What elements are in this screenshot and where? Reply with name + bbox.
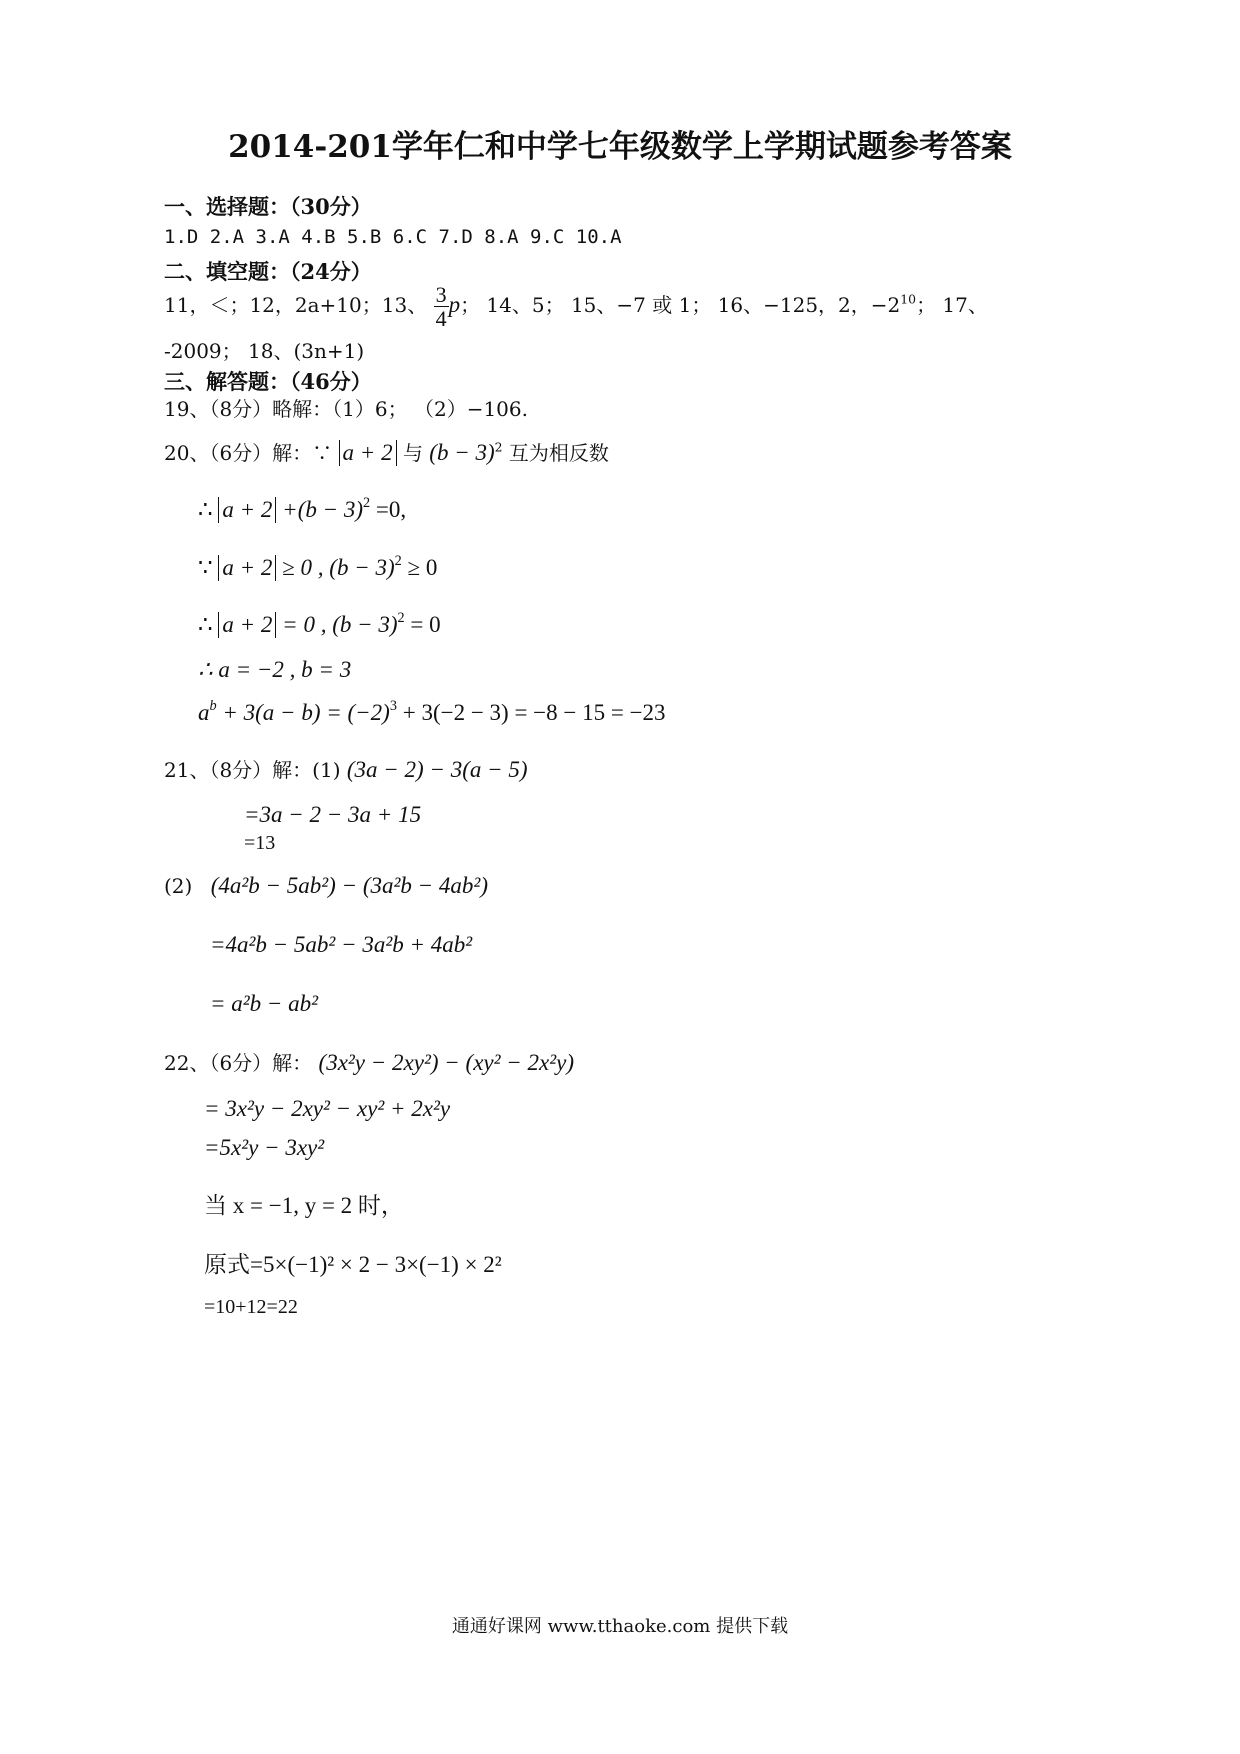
q21-expr2: (4a²b − 5ab²) − (3a²b − 4ab²) xyxy=(210,873,488,898)
q20-step2-end: ≥ 0 xyxy=(407,555,438,580)
q20-step1-post: +(b − 3) xyxy=(282,497,364,522)
q21-part2-label: (2) xyxy=(164,874,193,898)
q20-step3-post: = 0 , (b − 3) xyxy=(282,612,398,637)
q22-step1: = 3x²y − 2xy² − xy² + 2x²y xyxy=(204,1096,451,1121)
q20-tail: 互为相反数 xyxy=(508,441,609,465)
because-symbol: ∵ xyxy=(198,555,213,580)
q20-head: 20、（6分）解：∵ a + 2 与 $(b - 3)^2$ 互为相反数 xyxy=(164,439,609,465)
q21-step4: = a²b − ab² xyxy=(210,991,319,1016)
q20-step5 xyxy=(198,698,666,725)
q21-step1: =3a − 2 − 3a + 15 xyxy=(244,802,422,827)
q20-step5-end: + 3(−2 − 3) = −8 − 15 = −23 xyxy=(402,700,666,725)
q20-step2-post: ≥ 0 , (b − 3) xyxy=(282,555,395,580)
q21-head xyxy=(164,758,528,781)
section-choice-header: 一、选择题：（30分） xyxy=(164,194,372,219)
q20-head-text: 20、（6分）解：∵ xyxy=(164,441,333,465)
abs-a-plus-2: a + 2 xyxy=(339,440,397,466)
abs-a-plus-2: a + 2 xyxy=(218,612,276,638)
q20-step1: ∴ $a + 2 +(b - 3)^2 =0$, xyxy=(198,495,407,522)
choice-answers: 1.D 2.A 3.A 4.B 5.B 6.C 7.D 8.A 9.C 10.A xyxy=(164,226,622,248)
q22-expr: (3x²y − 2xy²) − (xy² − 2x²y) xyxy=(318,1050,574,1075)
therefore-symbol: ∴ xyxy=(198,497,213,522)
q20-step1-end: =0, xyxy=(375,497,407,522)
fill-text-b: ； 14、5； 15、−7 或 1； 16、−125，2，−2 xyxy=(460,293,901,318)
abs-a-plus-2: a + 2 xyxy=(218,497,276,523)
q22-result: =10+12=22 xyxy=(204,1296,298,1318)
q19-answer: 19、（8分）略解：（1）6； （2）−106. xyxy=(164,397,528,421)
q21-expr1: (3a − 2) − 3(a − 5) xyxy=(346,757,528,782)
fill-answers-line1 xyxy=(164,283,988,330)
q22-head-text: 22、（6分）解： xyxy=(164,1051,313,1075)
fraction-numerator: 3 xyxy=(435,282,447,307)
q22-head xyxy=(164,1051,574,1074)
fill-text-c: ； 17、 xyxy=(916,293,988,318)
therefore-symbol: ∴ xyxy=(198,612,213,637)
q20-step4: ∴ a = −2 , b = 3 xyxy=(198,657,352,682)
q20-step3-end: = 0 xyxy=(410,612,441,637)
fill-answers-line2: -2009； 18、(3n+1) xyxy=(164,339,365,363)
q22-step2: =5x²y − 3xy² xyxy=(204,1135,325,1160)
q21-head-text: 21、（8分）解：(1) xyxy=(164,758,341,782)
fraction-three-quarters xyxy=(434,283,449,330)
q21-part2 xyxy=(164,874,488,897)
section-solve-header: 三、解答题：（46分） xyxy=(164,369,372,394)
exponent-ten: 10 xyxy=(900,291,917,307)
base-a: a xyxy=(198,700,210,725)
b-minus-3-square: (b − 3) xyxy=(429,440,495,465)
footer-source: 通通好课网 www.tthaoke.com 提供下载 xyxy=(451,1616,789,1637)
section-fill-header: 二、填空题：（24分） xyxy=(164,259,372,284)
q22-condition: 当 x = −1, y = 2 时， xyxy=(204,1193,404,1218)
exponent-three: 3 xyxy=(389,698,397,715)
q22-substitution: 原式=5×(−1)² × 2 − 3×(−1) × 2² xyxy=(204,1252,502,1277)
exponent-b: b xyxy=(209,698,217,715)
abs-a-plus-2: a + 2 xyxy=(218,555,276,581)
q21-step2: =13 xyxy=(244,832,276,854)
fraction-denominator: 4 xyxy=(435,306,447,332)
q20-step3: ∴ a + 2 = 0 , $(b - 3)^2 = 0$ xyxy=(198,610,441,637)
q21-step3: =4a²b − 5ab² − 3a²b + 4ab² xyxy=(210,932,473,957)
fraction-variable: p xyxy=(448,292,461,318)
q20-mid: 与 xyxy=(402,441,423,465)
page-title: 2014-201学年仁和中学七年级数学上学期试题参考答案 xyxy=(228,129,1012,165)
q20-step2: ∵ a + 2 ≥ 0 , $(b - 3)^2 \ge 0$ xyxy=(198,553,438,580)
fill-text-a: 11，＜；12，2a+10；13、 xyxy=(164,293,428,318)
q20-step5-mid: + 3(a − b) = (−2) xyxy=(222,700,390,725)
